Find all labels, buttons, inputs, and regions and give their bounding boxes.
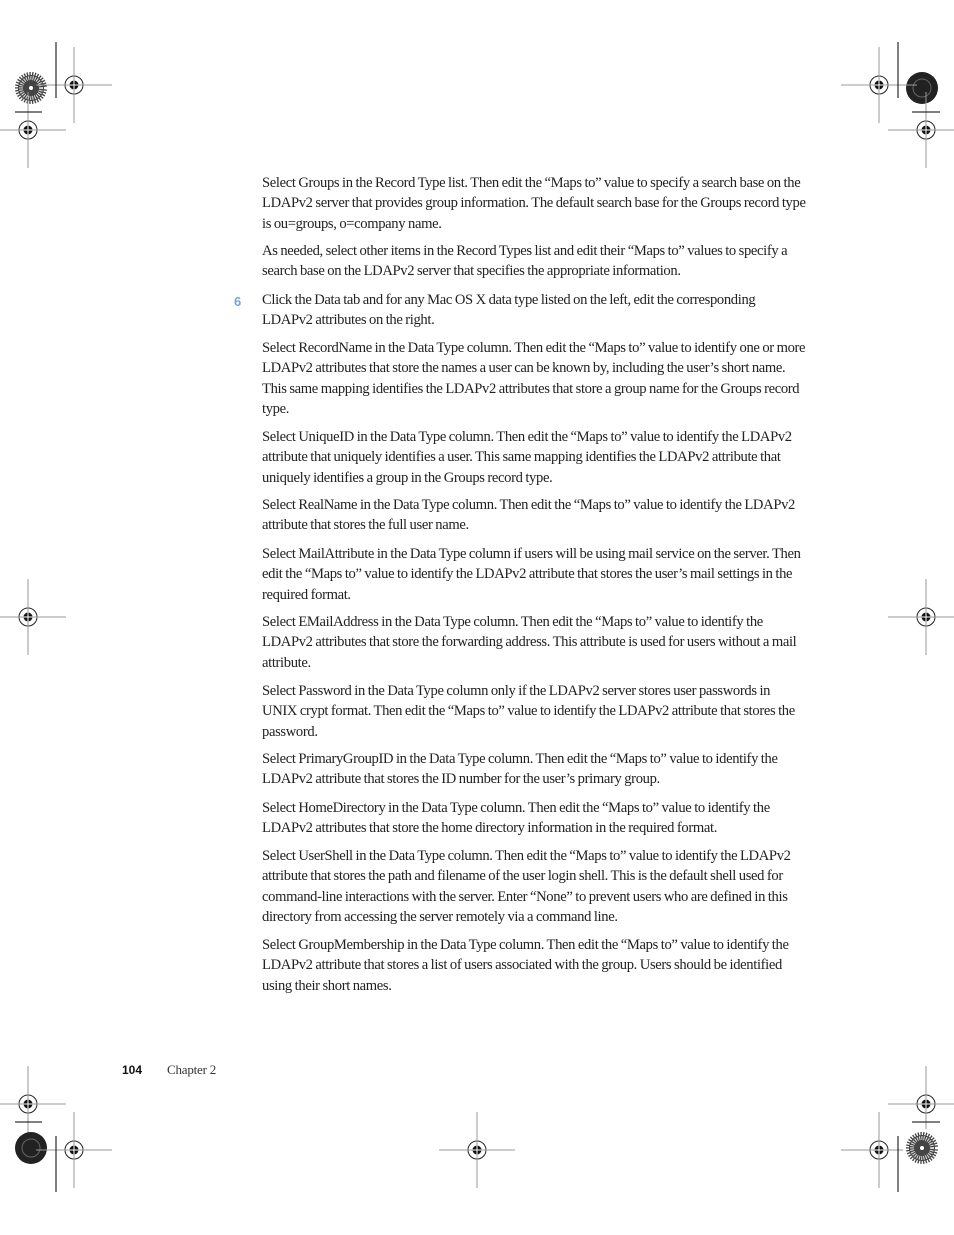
paragraph: Select Groups in the Record Type list. Then edit the “Maps to” value to specify a search base on the LDAPv2 server that provides group information. The default search base for the Groups record type is ou=groups, o=company name.: [262, 175, 806, 232]
chapter-label: Chapter 2: [167, 1062, 217, 1077]
crosshair-mark: [0, 1066, 66, 1142]
paragraph: Select UniqueID in the Data Type column. Then edit the “Maps to” value to identify the LDAPv2 attribute that uniquely identifies a user. This same mapping identifies the LDAPv2 attribute that uniquely identifies a group in the Groups record type.: [262, 429, 792, 486]
paragraph: Select GroupMembership in the Data Type column. Then edit the “Maps to” value to identify the LDAPv2 attribute that stores a list of users associated with the group. Users should be identified using their short names.: [262, 937, 789, 994]
crosshair-mark: [888, 1066, 954, 1142]
ring-mark-top-right: [906, 72, 938, 104]
paragraph: Select UserShell in the Data Type column. Then edit the “Maps to” value to identify the LDAPv2 attribute that stores the path and filename of the user login shell. This is the default shell used for command-line interactions with the server. Enter “None” to prevent users who are defined in this directory from accessing the server remotely via a command line.: [262, 848, 791, 925]
paragraph: As needed, select other items in the Record Types list and edit their “Maps to” values to specify a search base on the LDAPv2 server that specifies the appropriate information.: [262, 243, 788, 280]
paragraph: Select EMailAddress in the Data Type column. Then edit the “Maps to” value to identify the LDAPv2 attributes that store the forwarding address. This attribute is used for users without a mail attribute.: [262, 614, 797, 671]
paragraph: Select PrimaryGroupID in the Data Type column. Then edit the “Maps to” value to identify the LDAPv2 attribute that stores the ID number for the user’s primary group.: [262, 751, 778, 788]
step-text: Click the Data tab and for any Mac OS X data type listed on the left, edit the corresponding LDAPv2 attributes on the right.: [262, 292, 756, 329]
crosshair-mark: [888, 579, 954, 655]
paragraph: Select RealName in the Data Type column. Then edit the “Maps to” value to identify the LDAPv2 attribute that stores the full user name.: [262, 497, 795, 534]
ring-mark-bottom-left: [15, 1132, 47, 1164]
paragraph: Select HomeDirectory in the Data Type column. Then edit the “Maps to” value to identify the LDAPv2 attributes that store the home directory information in the required format.: [262, 800, 770, 837]
step-number: 6: [234, 294, 242, 309]
starburst-mark-bottom-right: [906, 1132, 938, 1164]
crosshair-mark: [841, 47, 917, 123]
crosshair-mark: [36, 47, 112, 123]
crosshair-mark: [841, 1112, 917, 1188]
paragraph: Select MailAttribute in the Data Type column if users will be using mail service on the server. Then edit the “Maps to” value to identify the LDAPv2 attribute that stores the user’s mail settings in the required format.: [262, 546, 801, 603]
starburst-mark-top-left: [15, 72, 47, 104]
paragraph: Select Password in the Data Type column only if the LDAPv2 server stores user passwords in UNIX crypt format. Then edit the “Maps to” value to identify the LDAPv2 attribute that stores the password.: [262, 683, 795, 740]
page-number: 104: [122, 1063, 143, 1077]
crosshair-mark: [0, 579, 66, 655]
paragraph: Select RecordName in the Data Type column. Then edit the “Maps to” value to identify one or more LDAPv2 attributes that store the names a user can be known by, including the user’s short name. This same mapping identifies the LDAPv2 attributes that store a group name for the Groups record type.: [262, 340, 806, 417]
crosshair-mark: [439, 1112, 515, 1188]
crosshair-mark: [36, 1112, 112, 1188]
